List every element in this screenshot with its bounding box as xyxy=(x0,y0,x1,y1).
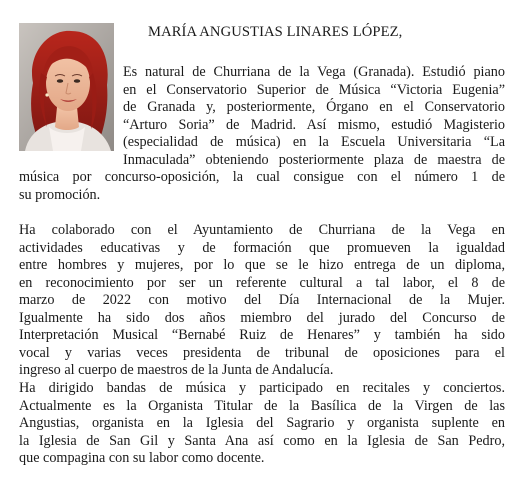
text-line: ingreso al cuerpo de maestros de la Junta de Andalucía. xyxy=(19,362,334,378)
text-line: Angustias, organista en la Iglesia del Sagrario y organista suplente en xyxy=(19,415,505,431)
text-line: Ha dirigido bandas de música y participado en recitales y conciertos. xyxy=(19,380,505,396)
text-line: en reconocimiento por ser un referente cultural a tal labor, el 8 de xyxy=(19,274,505,291)
text-line: (especialidad de música) en la Escuela Universitaria “La xyxy=(123,134,505,150)
text-line: en el Conservatorio Superior de Música “Victoria Eugenia” xyxy=(123,81,505,98)
text-line: Ha colaborado con el Ayuntamiento de Churriana de la Vega en xyxy=(19,222,505,238)
text-line: actividades educativas y de formación que promueven la igualdad xyxy=(19,239,505,256)
text-line: Inmaculada” obteniendo posteriormente plaza de maestra de xyxy=(123,151,505,168)
biography-paragraph-1 xyxy=(19,64,505,204)
text-line: Es natural de Churriana de la Vega (Granada). Estudió piano xyxy=(123,64,505,80)
biography-paragraph-3 xyxy=(19,380,505,468)
text-line: de Granada y, posteriormente, Órgano en el Conservatorio xyxy=(123,99,505,115)
person-name-heading: MARÍA ANGUSTIAS LINARES LÓPEZ, xyxy=(148,24,403,40)
biography-paragraph-2 xyxy=(19,222,505,380)
text-line: su promoción. xyxy=(19,186,101,203)
text-line: música por concurso-oposición, la cual consigue con el número 1 de xyxy=(19,169,505,185)
text-line: la Iglesia de San Gil y Santa Ana así como en la Iglesia de San Pedro, xyxy=(19,432,505,449)
text-line: Igualmente ha sido dos años miembro del jurado del Concurso de xyxy=(19,309,505,326)
text-line: vocal y varias veces presidenta de tribunal de oposiciones para el xyxy=(19,344,505,361)
text-line: entre hombres y mujeres, por lo que se le hizo entrega de un diploma, xyxy=(19,257,505,273)
text-line: que compagina con su labor como docente. xyxy=(19,450,265,466)
text-line: “Arturo Soria” de Madrid. Así mismo, estudió Magisterio xyxy=(123,116,505,133)
text-line: Actualmente es la Organista Titular de la Basílica de la Virgen de las xyxy=(19,397,505,414)
text-line: marzo de 2022 con motivo del Día Internacional de la Mujer. xyxy=(19,292,505,308)
text-line: Interpretación Musical “Bernabé Ruiz de Henares” y también ha sido xyxy=(19,327,505,343)
